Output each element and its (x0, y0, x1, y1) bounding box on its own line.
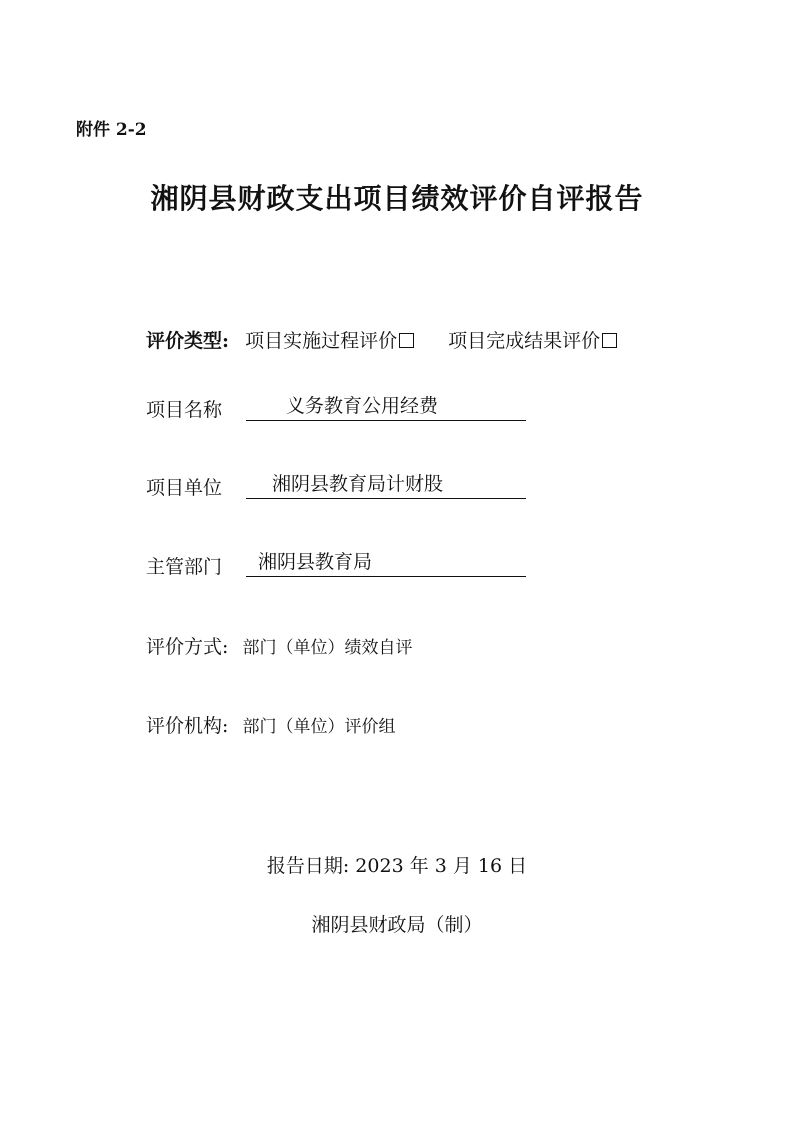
evaluation-agency-value: 部门（单位）评价组 (242, 717, 396, 737)
evaluation-method-row (146, 632, 412, 659)
supervising-dept-value: 湘阴县教育局 (258, 551, 373, 573)
supervising-dept-label: 主管部门 (146, 556, 223, 578)
project-unit-value: 湘阴县教育局计财股 (272, 473, 444, 495)
project-unit-field[interactable] (246, 472, 526, 499)
report-date: 报告日期: 2023 年 3 月 16 日 (266, 855, 528, 877)
attachment-label: 附件 2-2 (76, 120, 147, 140)
evaluation-agency-label: 评价机构: (146, 715, 229, 737)
project-name-field[interactable] (246, 394, 526, 421)
supervising-dept-field[interactable] (246, 550, 526, 577)
option-result-evaluation[interactable] (448, 326, 617, 353)
project-unit-label: 项目单位 (146, 477, 223, 499)
option-process-evaluation[interactable] (245, 326, 414, 353)
evaluation-type-label: 评价类型: (146, 330, 230, 352)
project-name-label: 项目名称 (146, 399, 223, 421)
option-process-label: 项目实施过程评价 (245, 330, 398, 352)
evaluation-type-row (146, 326, 617, 353)
option-result-label: 项目完成结果评价 (448, 330, 601, 352)
report-title: 湘阴县财政支出项目绩效评价自评报告 (150, 182, 644, 215)
issuer: 湘阴县财政局（制） (311, 914, 483, 936)
evaluation-method-value: 部门（单位）绩效自评 (242, 638, 413, 658)
evaluation-agency-row (146, 711, 395, 738)
evaluation-method-label: 评价方式: (146, 636, 229, 658)
checkbox-process-evaluation[interactable] (399, 333, 414, 348)
checkbox-result-evaluation[interactable] (602, 333, 617, 348)
project-name-value: 义务教育公用经费 (286, 395, 439, 417)
